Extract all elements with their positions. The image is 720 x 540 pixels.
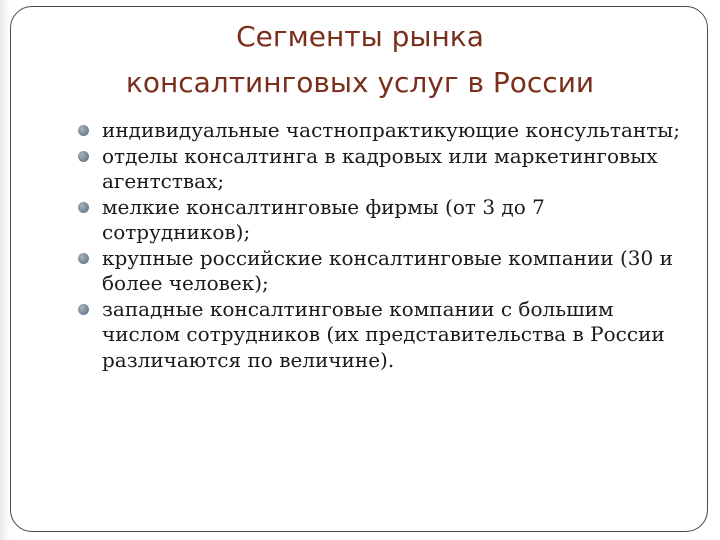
list-item <box>78 118 688 144</box>
list-item-text: индивидуальные частнопрактикующие консультанты; <box>102 118 680 142</box>
page-edge-shadow <box>0 0 10 540</box>
list-item <box>78 195 688 246</box>
bullet-icon <box>78 151 89 162</box>
list-item <box>78 297 688 374</box>
bullet-icon <box>78 125 89 136</box>
slide-title-line1: Сегменты рынка <box>236 20 484 53</box>
bullet-icon <box>78 202 89 213</box>
slide-title-line2: консалтинговых услуг в России <box>125 66 595 99</box>
list-item-text: крупные российские консалтинговые компании (30 и более человек); <box>102 245 673 295</box>
list-item-text: отделы консалтинга в кадровых или маркетинговых агентствах; <box>102 143 658 193</box>
bullet-list <box>78 118 688 373</box>
list-item <box>78 246 688 297</box>
slide-title <box>40 14 680 106</box>
bullet-icon <box>78 253 89 264</box>
list-item <box>78 144 688 195</box>
list-item-text: мелкие консалтинговые фирмы (от 3 до 7 сотрудников); <box>102 194 545 244</box>
list-item-text: западные консалтинговые компании с большим числом сотрудников (их представительства в России различаются по величине). <box>102 296 665 372</box>
bullet-icon <box>78 304 89 315</box>
